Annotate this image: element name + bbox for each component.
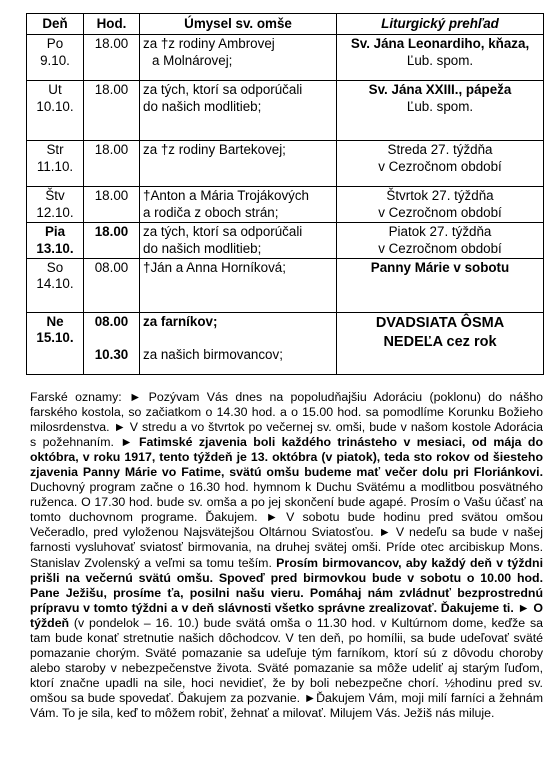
intention-line: †Anton a Mária Trojákových [143,188,309,204]
day-cell [27,223,84,259]
day-date: 12.10. [36,204,74,220]
intention-cell [140,81,337,141]
day-date: 15.10. [36,330,74,346]
day-cell [27,313,84,375]
liturgy-feast: Sv. Jána Leonardiho, kňaza, [350,36,530,52]
liturgy-line: v Cezročnom období [378,158,502,174]
day-name: Štv [45,188,65,204]
hour-cell: 18.00 [84,141,140,187]
day-name: Po [46,36,64,52]
header-hour: Hod. [84,14,140,35]
table-row [27,187,544,223]
intention-line: za farníkov; [143,314,218,330]
hour-cell: 08.00 [84,259,140,313]
hour-cell: 18.00 [84,81,140,141]
intention-line: do našich modlitieb; [143,98,262,114]
intention-cell: †Ján a Anna Horníková; [140,259,337,313]
intention-line: a rodiča z oboch strán; [143,204,279,220]
day-name: Str [46,142,64,158]
liturgy-rank: Ľub. spom. [406,98,474,114]
day-cell [27,35,84,81]
day-date: 9.10. [40,52,70,68]
table-row [27,223,544,259]
liturgy-line: Streda 27. týždňa [387,142,493,158]
announcement-segment: Duchovný program začne o 16.30 hod. hymnom k Duchu Svätému a modlitbou posvätného ruženca. O 17.30 hod. bude sv. omša a po jej skončení bude agapé. Prosím o Vašu účasť na tomto duchovnom programe. Ďakujem. ► V sobotu bude hodinu pred svätou omšou Večeradlo, pred vyloženou Najsvätejšou Oltárnou Sviatosťou. ► V nedeľu sa bude v našej farnosti vysluhovať sviatosť birmovania, na druhej svätej omši. Príde otec arcibiskup Mons. Stanislav Zvolenský a veľmi sa tomu teším. [30,480,543,570]
intention-cell [140,313,337,375]
day-name: Pia [44,224,66,240]
intention-line: za tých, ktorí sa odporúčali [143,82,303,98]
liturgy-line: v Cezročnom období [378,204,502,220]
liturgy-line: DVADSIATA ÔSMA [375,315,505,332]
liturgy-cell [337,81,544,141]
day-cell [27,187,84,223]
liturgy-cell [337,141,544,187]
hour-cell: 18.00 [84,187,140,223]
mass-schedule-table [26,13,544,375]
day-name: Ne [46,314,64,330]
header-day: Deň [27,14,84,35]
liturgy-line: NEDEĽA cez rok [383,333,497,350]
intention-line: a Molnárovej; [152,52,233,68]
hour-cell: 18.00 [84,35,140,81]
announcement-segment: ► O týždeň [30,600,544,630]
intention-cell: za †z rodiny Bartekovej; [140,141,337,187]
liturgy-cell [337,187,544,223]
day-date: 11.10. [36,158,74,174]
liturgy-cell [337,35,544,81]
liturgy-cell: Panny Márie v sobotu [337,259,544,313]
table-row [27,259,544,313]
liturgy-cell [337,313,544,375]
announcement-segment: ► Fatimské zjavenia boli každého trinásteho v mesiaci, od mája do októbra, v roku 1917, tento týždeň je 13. októbra (v piatok), teda sto rokov od šiesteho zjavenia Panny Márie vo Fatime, svätú omšu budeme mať večer dolu pri Floriánkovi. [30,435,543,480]
table-row [27,35,544,81]
announcement-segment: Prosím birmovancov, aby každý deň v týždni prišli na večernú svätú omšu. [30,555,543,585]
day-cell [27,259,84,313]
liturgy-rank: Ľub. spom. [406,52,474,68]
liturgy-feast: Sv. Jána XXIII., pápeža [368,82,512,98]
table-header-row [27,14,544,35]
day-cell [27,141,84,187]
intention-line: za tých, ktorí sa odporúčali [143,224,303,240]
table-row [27,313,544,375]
day-date: 14.10. [36,276,74,292]
header-liturgy: Liturgický prehľad [337,14,544,35]
day-cell [27,81,84,141]
hour-value: 10.30 [94,346,129,362]
announcement-segment: (v pondelok – 16. 10.) bude svätá omša o 11.30 hod. v Kultúrnom dome, keďže sa tam bude konať stretnutie našich dôchodcov. V ten deň, po homílii, sa bude udeľovať sväté pomazanie chorým. Sväté pomazanie sa udeľuje tým farníkom, ktorí sú z dôvodu choroby alebo staroby v nebezpečenstve života. Sväté pomazanie sa môže udeliť aj starým ľuďom, ktorí značne upadli na sile, hoci nevidieť, že by boli nebezpečne chorí. ½hodinu pred sv. omšou sa bude spovedať. Ďakujem za pozvanie. ►Ďakujem Vám, moji milí farníci a žehnám Vám. To je sila, keď to môžem robiť, žehnať a milovať. Milujem Vás. Ježiš nás miluje. [30,615,543,720]
intention-line: za našich birmovancov; [143,346,283,362]
table-row [27,141,544,187]
intention-cell [140,187,337,223]
table-row [27,81,544,141]
announcement-segment: Spoveď pred birmovkou bude v sobotu o 10.00 hod. Pane Ježišu, prosíme ťa, posilni našu vieru. Pomáhaj nám zvládnuť bezprostrednú prípravu v tomto týždni a v deň slávnosti všetko správne zrealizovať. Ďakujeme ti. [30,570,543,615]
liturgy-cell [337,223,544,259]
header-intention: Úmysel sv. omše [140,14,337,35]
hour-cell: 18.00 [84,223,140,259]
liturgy-line: v Cezročnom období [378,240,502,256]
liturgy-line: Štvrtok 27. týždňa [386,188,494,204]
day-date: 10.10. [36,98,74,114]
intention-cell [140,35,337,81]
hour-cell [84,313,140,375]
day-name: Ut [48,82,62,98]
intention-line: za †z rodiny Ambrovej [143,36,275,52]
hour-value: 08.00 [94,314,129,330]
liturgy-line: Piatok 27. týždňa [388,224,492,240]
day-name: So [46,260,64,276]
announcement-segment: Farské oznamy: ► Pozývam Vás dnes na popoludňajšiu Adoráciu (poklonu) do nášho farského kostola, so začiatkom o 14.30 hod. a o 15.00 hod. sa pomodlíme Korunku Božieho milosrdenstva. ► V stredu a vo štvrtok po večernej sv. omši, bude v našom kostole Adorácia s požehnaním. [30,390,543,450]
day-date: 13.10. [36,240,74,256]
intention-line: do našich modlitieb; [143,240,262,256]
parish-announcements [30,390,543,721]
intention-cell [140,223,337,259]
